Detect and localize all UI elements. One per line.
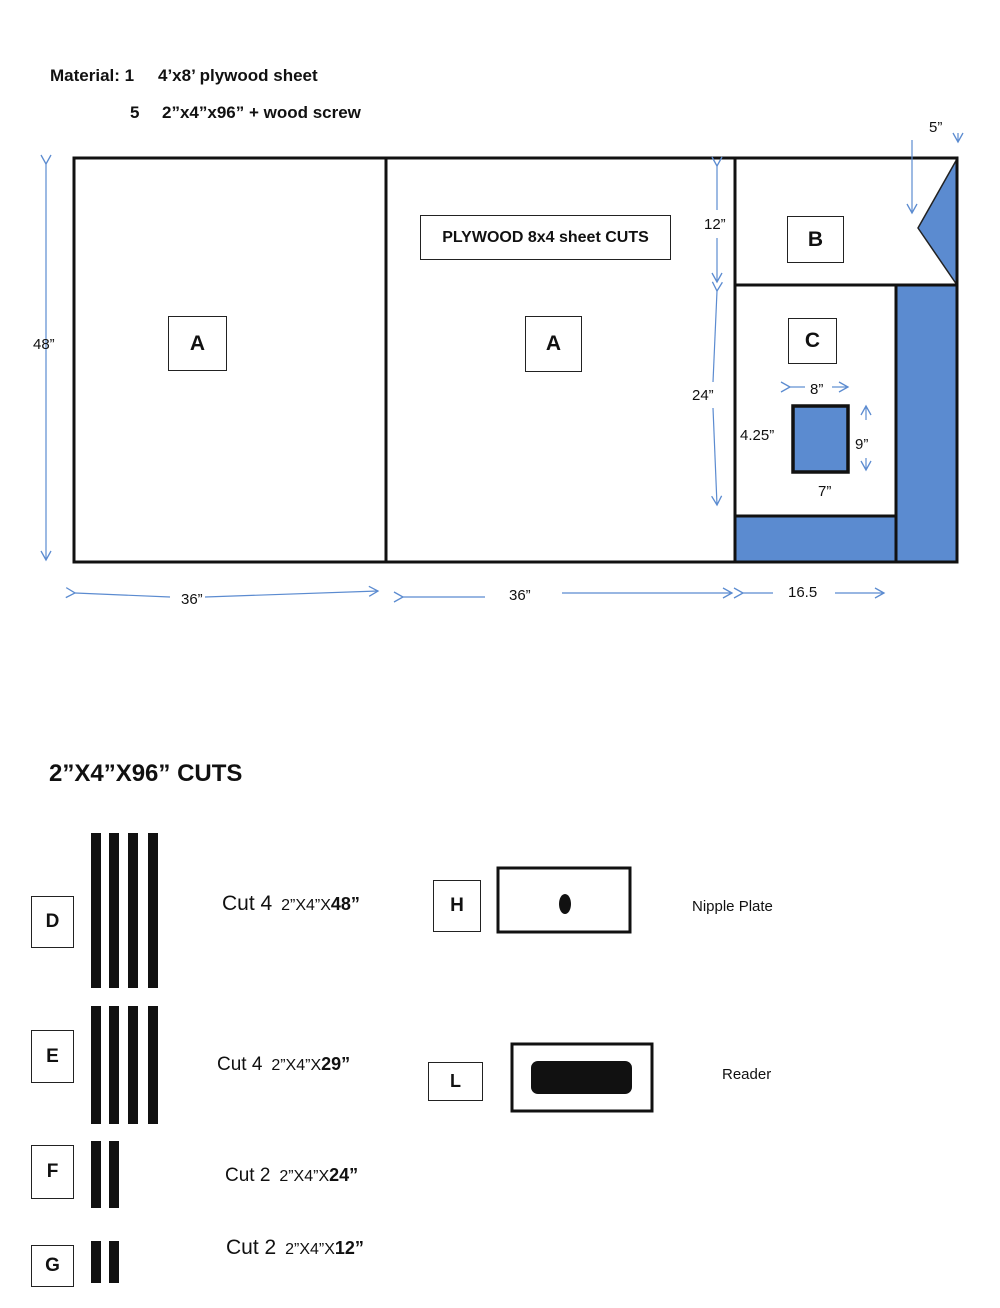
- offcut-bottom-strip: [735, 517, 895, 562]
- dim-width-1: 36”: [181, 591, 203, 608]
- cut-row-f: [225, 1165, 358, 1187]
- piece-label-a2: A: [525, 316, 582, 372]
- cut-row-e: [217, 1054, 350, 1076]
- c-cutout: [793, 406, 848, 472]
- part-letter-h: H: [433, 880, 481, 932]
- material-item-plywood: 4’x8’ plywood sheet: [158, 66, 318, 85]
- cut-count: Cut 4: [217, 1054, 263, 1075]
- cut-letter-d: D: [31, 896, 74, 948]
- part-label-reader: Reader: [722, 1066, 772, 1083]
- cut-letter-f: F: [31, 1145, 74, 1199]
- part-letter-l: L: [428, 1062, 483, 1101]
- board-icons-e: [91, 1006, 158, 1124]
- board-icons-g: [91, 1241, 119, 1283]
- dim-width-2: 36”: [509, 587, 531, 604]
- cut-count: Cut 2: [226, 1236, 277, 1259]
- offcut-right-strip: [897, 286, 957, 562]
- material-item-lumber: 2”x4”x96” + wood screw: [162, 103, 361, 122]
- dim-8: 8”: [810, 381, 824, 398]
- piece-label-b: B: [787, 216, 844, 263]
- cut-row-g: [226, 1236, 364, 1260]
- cut-letter-g: G: [31, 1245, 74, 1287]
- sheet-title: PLYWOOD 8x4 sheet CUTS: [420, 215, 671, 260]
- cut-spec: 2”X4”X: [271, 1057, 322, 1074]
- cut-length: 48”: [330, 894, 360, 914]
- dim-9: 9”: [855, 436, 869, 453]
- cut-length: 29”: [321, 1054, 351, 1074]
- piece-label-a1: A: [168, 316, 227, 371]
- dim-height: 48”: [33, 336, 55, 353]
- cut-count: Cut 2: [225, 1165, 271, 1186]
- cut-letter-e: E: [31, 1030, 74, 1083]
- cut-length: 24”: [329, 1165, 359, 1185]
- nipple-hole: [559, 894, 571, 914]
- cuts-title: 2”X4”X96” CUTS: [49, 760, 243, 787]
- dim-4-25: 4.25”: [740, 427, 775, 444]
- cut-length: 12”: [334, 1238, 364, 1258]
- material-qty-lumber: 5: [130, 103, 140, 122]
- cut-spec: 2”X4”X: [281, 897, 331, 914]
- dim-7: 7”: [818, 483, 832, 500]
- dim-12: 12”: [704, 216, 726, 233]
- cut-count: Cut 4: [222, 892, 273, 915]
- board-icons-d: [91, 833, 158, 988]
- dim-5: 5”: [929, 119, 943, 136]
- cut-spec: 2”X4”X: [285, 1241, 335, 1258]
- reader-slot: [531, 1061, 632, 1094]
- board-icons-f: [91, 1141, 119, 1208]
- part-label-nipple-plate: Nipple Plate: [692, 898, 773, 915]
- dim-24: 24”: [692, 387, 714, 404]
- piece-label-c: C: [788, 318, 837, 364]
- offcut-triangle: [918, 159, 957, 285]
- cut-row-d: [222, 892, 360, 916]
- material-label: Material: 1: [50, 66, 135, 85]
- cut-spec: 2”X4”X: [279, 1168, 330, 1185]
- dim-width-3: 16.5: [788, 584, 818, 601]
